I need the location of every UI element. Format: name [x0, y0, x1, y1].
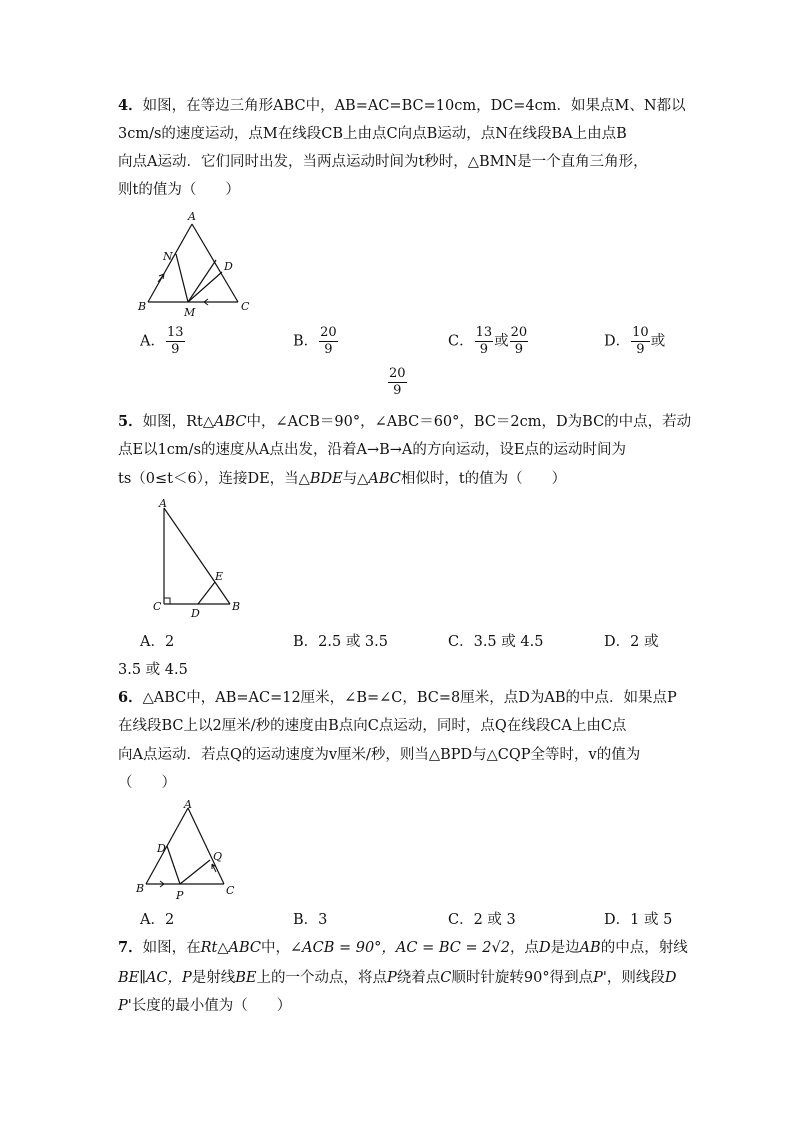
q6-line4: （ ）: [118, 775, 176, 791]
q4-number: 4．: [118, 97, 143, 114]
q5-seg-de: [198, 582, 215, 604]
q6-label-q: Q: [213, 850, 223, 863]
q6-option-d[interactable]: D．1 或 5: [604, 912, 673, 928]
q5-line3: ts（0≤t＜6），连接DE，当△BDE与△ABC相似时，t的值为（ ）: [118, 471, 567, 487]
q6-label-a: A: [184, 800, 192, 811]
q4-option-d-continued: [387, 367, 408, 398]
q6-option-a[interactable]: A．2: [140, 912, 175, 928]
q4-label-b: B: [138, 300, 147, 313]
q4-option-d[interactable]: D． $\frac{10}{9}$ 或: [604, 325, 666, 357]
q4-line1: 4．如图，在等边三角形ABC中，AB=AC=BC=10cm，DC=4cm．如果点M、N都以: [118, 97, 686, 114]
q5-option-a[interactable]: A．2: [140, 634, 175, 650]
q4-option-c-fraction-1: $\frac{13}{9}$: [475, 325, 493, 357]
q4-option-d-fraction-2: $\frac{20}{9}$: [389, 366, 406, 398]
q6-seg-dp: [167, 846, 180, 884]
q6-line3: 向A点运动．若点Q的运动速度为v厘米/秒，则当△BPD与△CQP全等时，v的值为: [118, 747, 641, 763]
q5-number: 5．: [118, 413, 143, 430]
q6-label-b: B: [136, 882, 145, 895]
q4-option-a[interactable]: A． $\frac{13}{9}$: [140, 325, 184, 357]
q6-option-c[interactable]: C．2 或 3: [448, 912, 516, 928]
q5-side-ab: [164, 508, 230, 604]
q4-line4: 则t的值为（ ）: [118, 182, 240, 198]
q4-label-d: D: [224, 260, 233, 273]
q6-figure: [130, 800, 240, 906]
q4-arrow-n: [158, 274, 164, 282]
q4-line3: 向点A运动．它们同时出发，当两点运动时间为t秒时，△BMN是一个直角三角形，: [118, 154, 648, 170]
q4-figure: [130, 210, 260, 320]
q5-figure: [148, 496, 258, 622]
q4-line2: 3cm/s的速度运动，点M在线段CB上由点C向点B运动，点N在线段BA上由点B: [118, 126, 627, 142]
q4-option-c-fraction-2: $\frac{20}{9}$: [510, 325, 528, 357]
q6-label-d: D: [157, 842, 166, 855]
q4-label-a: A: [188, 210, 196, 223]
q5-label-d: D: [191, 607, 200, 620]
q5-label-b: B: [232, 600, 241, 613]
q4-label-c: C: [241, 300, 250, 313]
q4-option-b[interactable]: B． $\frac{20}{9}$: [293, 325, 337, 357]
q7-number: 7．: [118, 939, 143, 956]
q5-label-a: A: [159, 497, 167, 510]
q4-label-n: N: [163, 250, 173, 263]
q6-option-b[interactable]: B．3: [293, 912, 328, 928]
q6-line1: 6．△ABC中，AB=AC=12厘米，∠B=∠C，BC=8厘米，点D为AB的中点．如果点P: [118, 689, 677, 706]
q4-option-a-fraction: $\frac{13}{9}$: [166, 325, 184, 357]
q5-option-d[interactable]: D．2 或: [604, 634, 659, 650]
q6-arrow-p: [152, 881, 164, 887]
q6-label-c: C: [226, 884, 235, 897]
q5-option-d-continued: 3.5 或 4.5: [118, 662, 188, 678]
q5-line2: 点E以1cm/s的速度从A点出发，沿着A→B→A的方向运动，设E点的运动时间为: [118, 442, 626, 458]
q7-line1: 7．如图，在Rt△ABC中，∠ACB = 90°，AC = BC = 2√2，点D是边AB的中点，射线: [118, 939, 688, 956]
q4-option-b-fraction: $\frac{20}{9}$: [320, 325, 337, 357]
q5-label-c: C: [153, 600, 162, 613]
q6-number: 6．: [118, 689, 143, 706]
q6-seg-pq: [180, 860, 210, 884]
q6-label-p: P: [176, 889, 184, 902]
q4-option-c[interactable]: C． $\frac{13}{9}$ 或 $\frac{20}{9}$: [448, 325, 528, 357]
q4-seg-nm: [176, 254, 188, 302]
q5-right-angle-mark: [164, 598, 170, 604]
q7-line2: BE∥AC，P是射线BE上的一个动点，将点P绕着点C顺时针旋转90°得到点P'，则线段D: [118, 970, 677, 986]
q4-arrow-m: [204, 299, 216, 305]
q4-option-d-fraction-1: $\frac{10}{9}$: [632, 325, 649, 357]
q4-label-m: M: [184, 306, 196, 319]
q7-line3: P'长度的最小值为（ ）: [118, 998, 292, 1014]
q6-line2: 在线段BC上以2厘米/秒的速度由B点向C点运动，同时，点Q在线段CA上由C点: [118, 718, 627, 734]
q5-option-c[interactable]: C．3.5 或 4.5: [448, 634, 544, 650]
q5-label-e: E: [215, 570, 224, 583]
q5-line1: 5．如图，Rt△ABC中，∠ACB＝90°，∠ABC＝60°，BC＝2cm，D为BC的中点，若动: [118, 413, 692, 430]
q5-option-b[interactable]: B．2.5 或 3.5: [293, 634, 388, 650]
